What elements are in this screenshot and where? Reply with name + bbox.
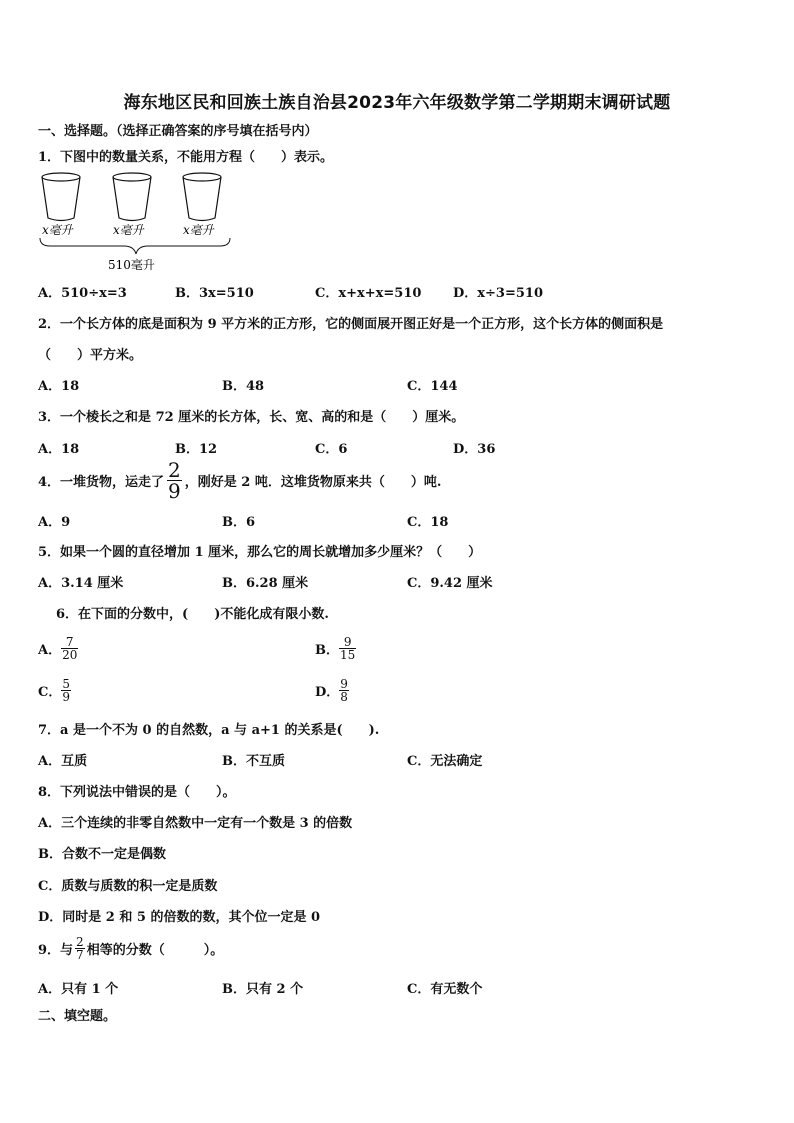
q6-option-b-label: B．: [315, 642, 339, 658]
q8-option-a[interactable]: A．三个连续的非零自然数中一定有一个数是 3 的倍数: [38, 816, 353, 831]
cup-icon: [113, 173, 151, 221]
q6-option-c-label: C．: [38, 684, 62, 700]
q4-frac-den: 9: [168, 478, 181, 503]
q6-option-b-fraction: [339, 636, 356, 661]
question-9-stem: [38, 932, 223, 964]
frac-num: 9: [343, 634, 352, 649]
q6-option-a-fraction: [61, 636, 78, 661]
q1-option-a[interactable]: A．510÷x=3: [38, 286, 127, 301]
frac-num: 9: [340, 676, 348, 691]
q5-option-a[interactable]: A．3.14 厘米: [38, 576, 124, 591]
cups-figure: [36, 168, 236, 278]
question-3-stem: 3．一个棱长之和是 72 厘米的长方体，长、宽、高的和是（ ）厘米。: [38, 410, 465, 425]
q6-option-d[interactable]: [315, 674, 349, 706]
q3-option-c[interactable]: C．6: [315, 442, 348, 457]
question-5-stem: 5．如果一个圆的直径增加 1 厘米，那么它的周长就增加多少厘米？（ ）: [38, 545, 482, 560]
q3-option-a[interactable]: A．18: [38, 442, 80, 457]
frac-den: 20: [62, 647, 78, 662]
frac-num: 5: [62, 676, 70, 691]
q2-option-a[interactable]: A．18: [38, 379, 80, 394]
section-heading-choice: 一、选择题。（选择正确答案的序号填在括号内）: [38, 124, 318, 139]
q5-option-c[interactable]: C．9.42 厘米: [407, 576, 493, 591]
cup-icon: [183, 173, 221, 221]
frac-num: 7: [65, 634, 74, 649]
q4-frac-num: 2: [168, 457, 181, 482]
question-8-stem: 8．下列说法中错误的是（ ）。: [38, 785, 236, 800]
q4-stem-before: 4．一堆货物，运走了: [38, 474, 165, 490]
q8-option-d[interactable]: D．同时是 2 和 5 的倍数的数，其个位一定是 0: [38, 910, 321, 925]
q1-option-c[interactable]: C．x+x+x=510: [315, 286, 422, 301]
q5-option-b[interactable]: B．6.28 厘米: [222, 576, 309, 591]
cup-label-1: x毫升: [42, 223, 73, 237]
frac-den: 15: [340, 647, 356, 662]
q1-option-b[interactable]: B．3x=510: [175, 286, 254, 301]
q9-fraction: [75, 936, 85, 961]
q9-option-c[interactable]: C．有无数个: [407, 982, 483, 997]
q2-option-c[interactable]: C．144: [407, 379, 458, 394]
cup-label-2: x毫升: [113, 223, 144, 237]
q6-option-d-label: D．: [315, 684, 340, 700]
q4-fraction: [167, 457, 182, 503]
q7-option-b[interactable]: B．不互质: [222, 754, 285, 769]
cup-icon: [42, 173, 80, 221]
question-2-stem-line2: （ ）平方米。: [38, 348, 143, 363]
q8-option-b[interactable]: B．合数不一定是偶数: [38, 847, 166, 862]
q7-option-c[interactable]: C．无法确定: [407, 754, 483, 769]
q4-option-b[interactable]: B．6: [222, 515, 256, 530]
question-7-stem: 7．a 是一个不为 0 的自然数，a 与 a+1 的关系是( ).: [38, 723, 380, 738]
q9-option-a[interactable]: A．只有 1 个: [38, 982, 119, 997]
section-heading-fill: 二、填空题。: [38, 1009, 117, 1024]
q7-option-a[interactable]: A．互质: [38, 754, 88, 769]
q6-option-a[interactable]: [38, 632, 78, 664]
frac-den: 9: [62, 689, 70, 704]
q3-option-b[interactable]: B．12: [175, 442, 218, 457]
q6-option-b[interactable]: [315, 632, 356, 664]
q1-option-d[interactable]: D．x÷3=510: [453, 286, 543, 301]
q9-stem-after: 相等的分数（ ）。: [86, 942, 224, 958]
question-1-stem: 1．下图中的数量关系，不能用方程（ ）表示。: [38, 150, 334, 165]
q8-option-c[interactable]: C．质数与质数的积一定是质数: [38, 879, 218, 894]
question-2-stem-line1: 2．一个长方体的底是面积为 9 平方米的正方形，它的侧面展开图正好是一个正方形，这个长方体的侧面积是: [38, 317, 664, 332]
frac-den: 8: [340, 689, 348, 704]
q2-option-b[interactable]: B．48: [222, 379, 265, 394]
page-title: 海东地区民和回族土族自治县2023年六年级数学第二学期期末调研试题: [123, 93, 671, 113]
q3-option-d[interactable]: D．36: [453, 442, 496, 457]
q9-stem-before: 9．与: [38, 942, 74, 958]
total-label: 510毫升: [108, 258, 155, 272]
question-6-stem: 6．在下面的分数中，( )不能化成有限小数.: [56, 607, 329, 622]
q4-option-c[interactable]: C．18: [407, 515, 449, 530]
cup-label-3: x毫升: [183, 223, 214, 237]
q9-frac-den: 7: [76, 947, 84, 962]
q6-option-d-fraction: [339, 678, 349, 703]
q6-option-a-label: A．: [38, 642, 62, 658]
q6-option-c-fraction: [61, 678, 71, 703]
q4-option-a[interactable]: A．9: [38, 515, 71, 530]
q6-option-c[interactable]: [38, 674, 71, 706]
q9-option-b[interactable]: B．只有 2 个: [222, 982, 304, 997]
question-4-stem: [38, 457, 442, 503]
q4-stem-after: ，刚好是 2 吨．这堆货物原来共（ ）吨.: [184, 474, 442, 490]
q9-frac-num: 2: [76, 934, 84, 949]
brace-icon: [40, 238, 230, 254]
